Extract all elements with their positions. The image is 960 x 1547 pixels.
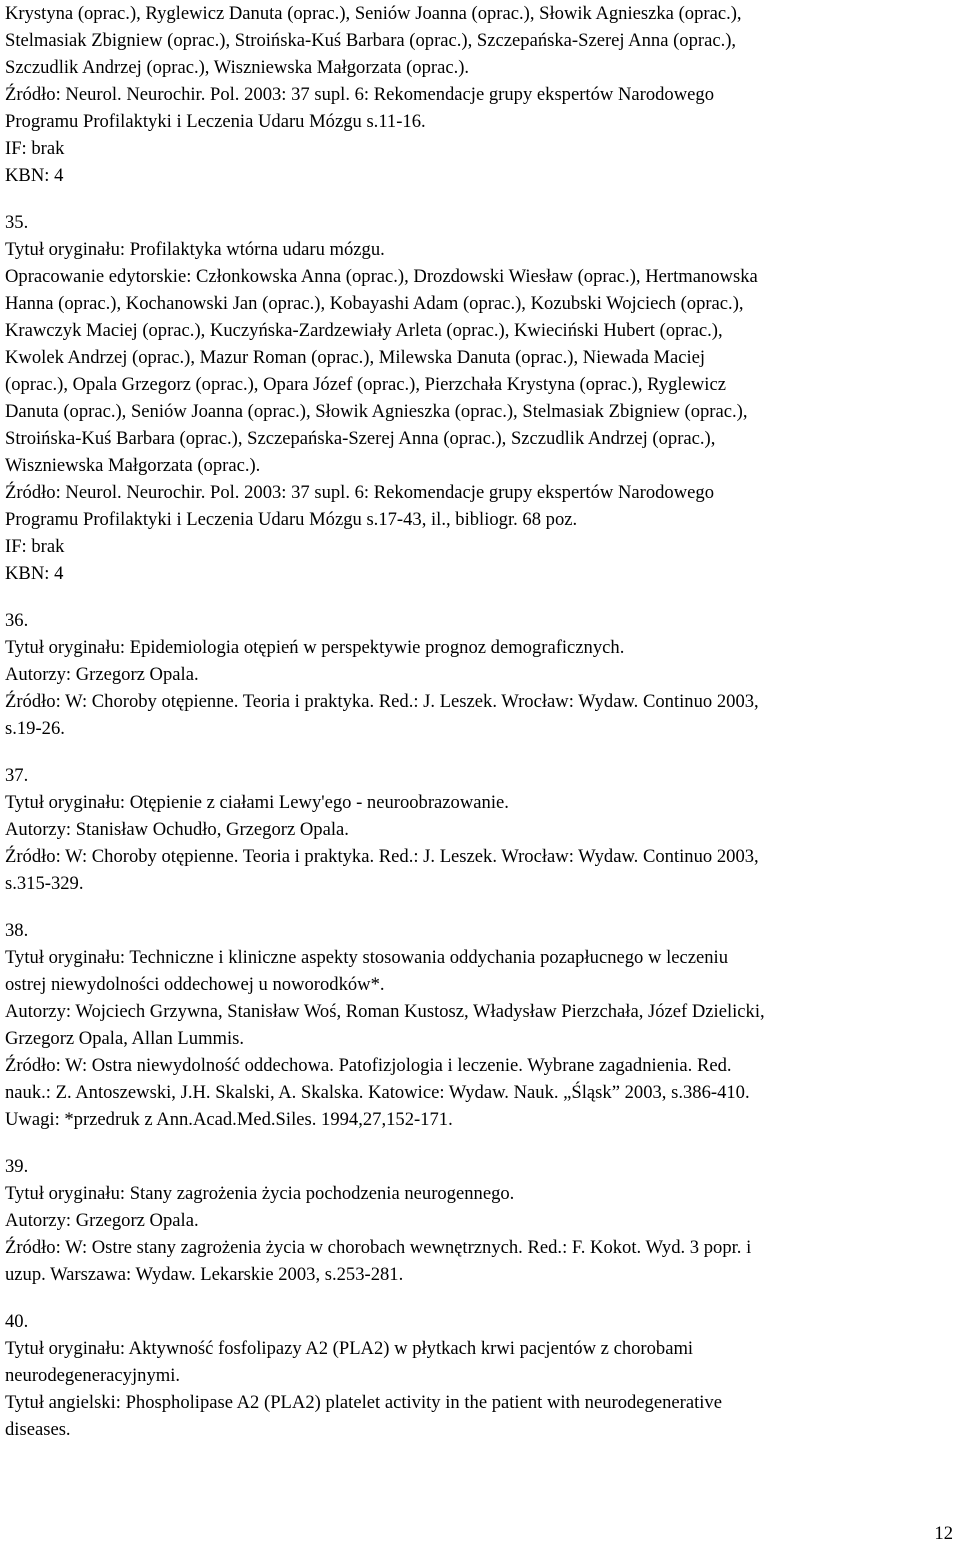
entry-line: Uwagi: *przedruk z Ann.Acad.Med.Siles. 1994,27,152-171. xyxy=(5,1109,453,1130)
entry-line: diseases. xyxy=(5,1419,71,1440)
entry-line: 36. xyxy=(5,610,29,631)
entry-line: Tytuł oryginału: Stany zagrożenia życia pochodzenia neurogennego. xyxy=(5,1183,515,1204)
entry-line: Opracowanie edytorskie: Członkowska Anna (oprac.), Drozdowski Wiesław (oprac.), Hertmanowska xyxy=(5,266,758,287)
entry-line: 35. xyxy=(5,212,29,233)
entry-line: Źródło: W: Choroby otępienne. Teoria i praktyka. Red.: J. Leszek. Wrocław: Wydaw. Continuo 2003, xyxy=(5,846,759,867)
entry-line: Tytuł oryginału: Aktywność fosfolipazy A2 (PLA2) w płytkach krwi pacjentów z chorobami xyxy=(5,1338,694,1359)
entry-separator xyxy=(5,1133,955,1153)
entry-line: Źródło: W: Choroby otępienne. Teoria i praktyka. Red.: J. Leszek. Wrocław: Wydaw. Continuo 2003, xyxy=(5,691,759,712)
bibliography-entry xyxy=(5,607,955,742)
entry-line: Tytuł oryginału: Techniczne i kliniczne aspekty stosowania oddychania pozapłucnego w leczeniu xyxy=(5,947,729,968)
entry-continuation xyxy=(5,0,955,189)
entry-line: Tytuł oryginału: Otępienie z ciałami Lewy'ego - neuroobrazowanie. xyxy=(5,792,509,813)
bibliography-entry xyxy=(5,1153,955,1288)
entry-line: neurodegeneracyjnymi. xyxy=(5,1365,181,1386)
entry-line: Tytuł oryginału: Profilaktyka wtórna udaru mózgu. xyxy=(5,239,385,260)
entry-line: s.315-329. xyxy=(5,873,84,894)
entry-line: 37. xyxy=(5,765,29,786)
entry-line: 38. xyxy=(5,920,29,941)
entry-line: Szczudlik Andrzej (oprac.), Wiszniewska Małgorzata (oprac.). xyxy=(5,57,470,78)
entry-line: KBN: 4 xyxy=(5,165,64,186)
entry-line: Wiszniewska Małgorzata (oprac.). xyxy=(5,455,261,476)
entry-separator xyxy=(5,1288,955,1308)
entry-line: Programu Profilaktyki i Leczenia Udaru Mózgu s.11-16. xyxy=(5,111,426,132)
entry-line: ostrej niewydolności oddechowej u noworodków*. xyxy=(5,974,385,995)
entry-line: Autorzy: Grzegorz Opala. xyxy=(5,1210,199,1231)
entry-line: IF: brak xyxy=(5,536,65,557)
entry-line: s.19-26. xyxy=(5,718,65,739)
entry-line: Autorzy: Stanisław Ochudło, Grzegorz Opala. xyxy=(5,819,349,840)
entry-line: Kwolek Andrzej (oprac.), Mazur Roman (oprac.), Milewska Danuta (oprac.), Niewada Maciej xyxy=(5,347,706,368)
entry-separator xyxy=(5,587,955,607)
entry-line: Tytuł oryginału: Epidemiologia otępień w perspektywie prognoz demograficznych. xyxy=(5,637,625,658)
entry-separator xyxy=(5,189,955,209)
entry-line: Programu Profilaktyki i Leczenia Udaru Mózgu s.17-43, il., bibliogr. 68 poz. xyxy=(5,509,578,530)
entry-line: Stroińska-Kuś Barbara (oprac.), Szczepańska-Szerej Anna (oprac.), Szczudlik Andrzej (oprac.), xyxy=(5,428,716,449)
entry-separator xyxy=(5,742,955,762)
entry-line: Autorzy: Wojciech Grzywna, Stanisław Woś, Roman Kustosz, Władysław Pierzchała, Józef Dzielicki, xyxy=(5,1001,765,1022)
entry-line: Źródło: Neurol. Neurochir. Pol. 2003: 37 supl. 6: Rekomendacje grupy ekspertów Narodowego xyxy=(5,482,715,503)
entry-line: 40. xyxy=(5,1311,29,1332)
entry-line: Stelmasiak Zbigniew (oprac.), Stroińska-Kuś Barbara (oprac.), Szczepańska-Szerej Anna (oprac.), xyxy=(5,30,737,51)
entry-line: uzup. Warszawa: Wydaw. Lekarskie 2003, s.253-281. xyxy=(5,1264,404,1285)
entry-separator xyxy=(5,897,955,917)
page-number: 12 xyxy=(934,1523,953,1544)
bibliography-entry xyxy=(5,917,955,1133)
entry-line: Tytuł angielski: Phospholipase A2 (PLA2) platelet activity in the patient with neurodegenerative xyxy=(5,1392,722,1413)
bibliography-entry xyxy=(5,762,955,897)
document-body xyxy=(5,0,955,1443)
entry-line: Źródło: W: Ostre stany zagrożenia życia w chorobach wewnętrznych. Red.: F. Kokot. Wyd. 3 popr. i xyxy=(5,1237,752,1258)
entry-line: Danuta (oprac.), Seniów Joanna (oprac.), Słowik Agnieszka (oprac.), Stelmasiak Zbigniew (oprac.), xyxy=(5,401,748,422)
entry-line: Grzegorz Opala, Allan Lummis. xyxy=(5,1028,245,1049)
entry-line: IF: brak xyxy=(5,138,65,159)
entry-line: nauk.: Z. Antoszewski, J.H. Skalski, A. Skalska. Katowice: Wydaw. Nauk. „Śląsk” 2003, s.386-410. xyxy=(5,1082,750,1103)
entry-line: Źródło: Neurol. Neurochir. Pol. 2003: 37 supl. 6: Rekomendacje grupy ekspertów Narodowego xyxy=(5,84,715,105)
entry-line: Krystyna (oprac.), Ryglewicz Danuta (oprac.), Seniów Joanna (oprac.), Słowik Agnieszka (oprac.), xyxy=(5,3,742,24)
entry-line: Hanna (oprac.), Kochanowski Jan (oprac.), Kobayashi Adam (oprac.), Kozubski Wojciech (oprac.), xyxy=(5,293,744,314)
bibliography-entry xyxy=(5,1308,955,1443)
entry-line: (oprac.), Opala Grzegorz (oprac.), Opara Józef (oprac.), Pierzchała Krystyna (oprac.), Ryglewicz xyxy=(5,374,726,395)
entry-line: Źródło: W: Ostra niewydolność oddechowa. Patofizjologia i leczenie. Wybrane zagadnienia. Red. xyxy=(5,1055,732,1076)
entry-line: Krawczyk Maciej (oprac.), Kuczyńska-Zardzewiały Arleta (oprac.), Kwieciński Hubert (oprac.), xyxy=(5,320,723,341)
entry-line: 39. xyxy=(5,1156,29,1177)
document-page xyxy=(5,0,955,1543)
bibliography-entry xyxy=(5,209,955,587)
entry-line: Autorzy: Grzegorz Opala. xyxy=(5,664,199,685)
entry-line: KBN: 4 xyxy=(5,563,64,584)
